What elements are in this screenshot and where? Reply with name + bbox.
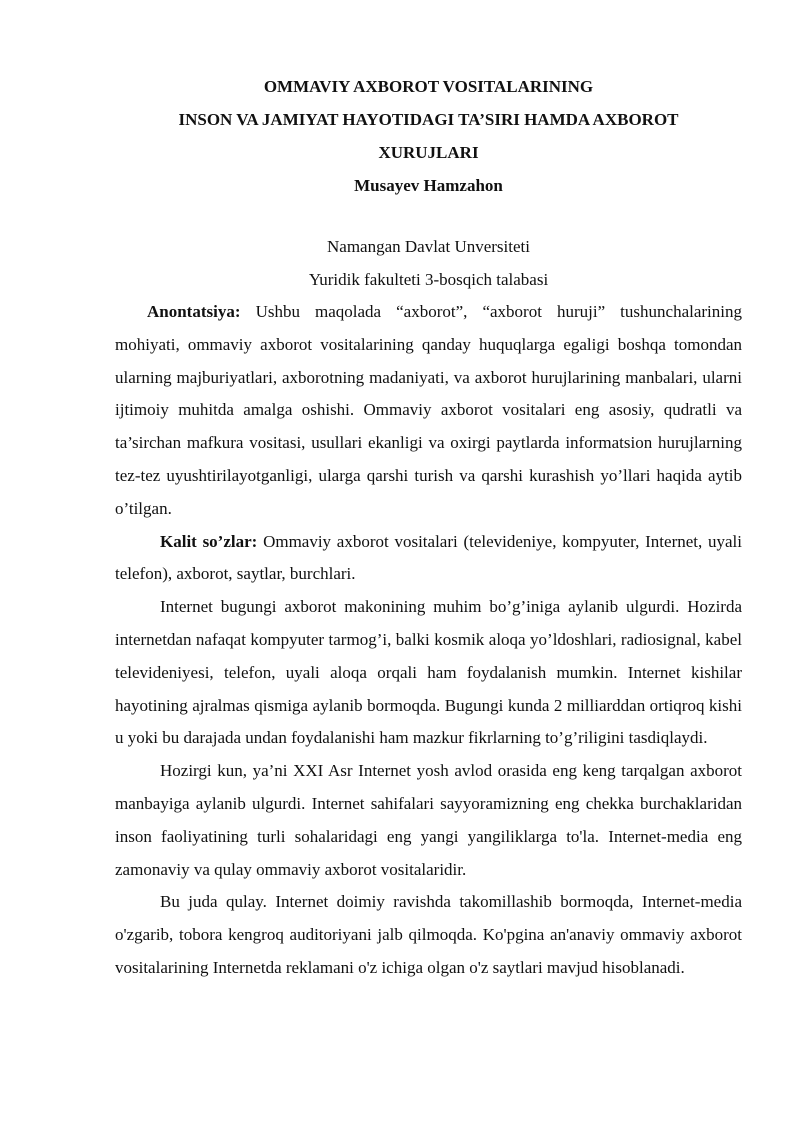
author-name: Musayev Hamzahon (354, 176, 503, 195)
title-line-1: OMMAVIY AXBOROT VOSITALARINING (263, 77, 594, 96)
abstract-label: Anontatsiya: (147, 302, 241, 321)
keywords-label: Kalit so’zlar: (160, 531, 258, 551)
abstract-text: Ushbu maqolada “axborot”, “axborot huruji” tushunchalarining mohiyati, ommaviy axborot vositalarining qanday huquqlarga egaligi boshqa tomondan ularning majburiyatlari, axborotning madaniyati, va axborot hurujlarining manbalari, ularni ijtimoiy muhitda amalga oshishi. Ommaviy axborot vositalari eng asosiy, qudratli va ta’sirchan mafkura vositasi, usullari ekanligi va oxirgi paytlarda informatsion hurujlarning tez-tez uyushtirilayotganligi, ularga qarshi turish va qarshi kurashish yo’llari haqida aytib o’tilgan. (115, 302, 742, 518)
body-paragraph-2: Hozirgi kun, ya’ni XXI Asr Internet yosh avlod orasida eng keng tarqalgan axborot manbayiga aylanib ulgurdi. Internet sahifalari sayyoramizning eng chekka burchaklaridan inson faoliyatining turli sohalaridagi eng yangi yangiliklarga to'la. Internet-media eng zamonaviy va qulay ommaviy axborot vositalaridir. (115, 761, 742, 879)
keywords-text: Ommaviy axborot vositalari (televideniye, kompyuter, Internet, uyali telefon), axborot, saytlar, burchlari. (115, 531, 742, 584)
abstract-paragraph (115, 296, 742, 526)
affiliation-university: Namangan Davlat Unversiteti (327, 237, 530, 256)
title-line-3: XURUJLARI (378, 143, 479, 162)
body-paragraph-3: Bu juda qulay. Internet doimiy ravishda takomillashib bormoqda, Internet-media o'zgarib, tobora kengroq auditoriyani jalb qilmoqda. Ko'pgina an'anaviy ommaviy axborot vositalarining Internetda reklamani o'z ichiga olgan o'z saytlari mavjud hisoblanadi. (115, 892, 742, 977)
keywords-paragraph (115, 526, 742, 592)
affiliation-faculty: Yuridik fakulteti 3-bosqich talabasi (308, 270, 549, 289)
title-line-2: INSON VA JAMIYAT HAYOTIDAGI TA’SIRI HAMDA AXBOROT (178, 110, 679, 129)
body-paragraph-1: Internet bugungi axborot makonining muhim bo’g’iniga aylanib ulgurdi. Hozirda internetdan nafaqat kompyuter tarmog’i, balki kosmik aloqa yo’ldoshlari, radiosignal, kabel televideniyesi, telefon, uyali aloqa orqali ham foydalanish mumkin. Internet kishilar hayotining ajralmas qismiga aylanib bormoqda. Bugungi kunda 2 milliarddan ortiqroq kishi u yoki bu darajada undan foydalanishi ham mazkur fikrlarning to’g’riligini tasdiqlaydi. (115, 597, 742, 748)
